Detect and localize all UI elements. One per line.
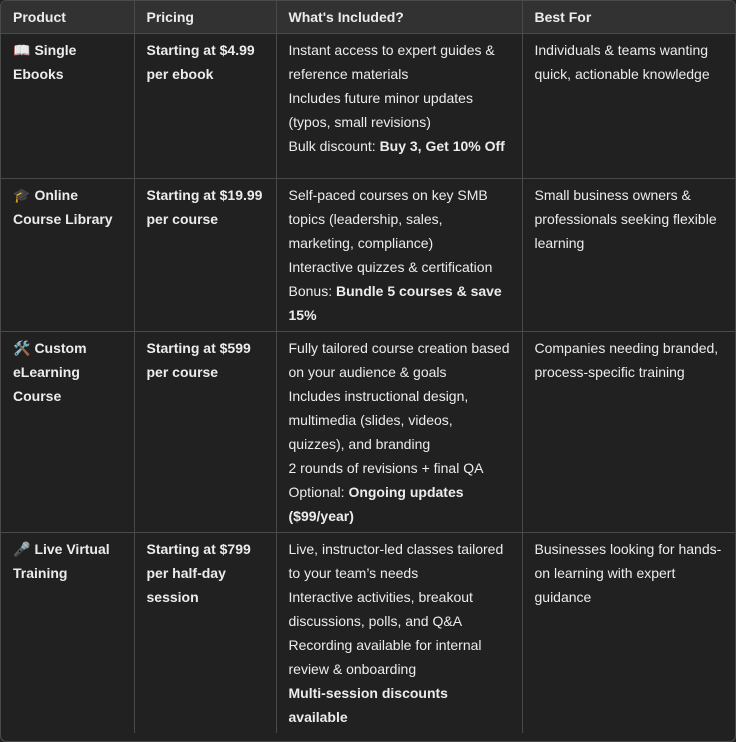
pricing-cell: Starting at $19.99 per course (134, 179, 276, 332)
included-cell (276, 179, 522, 332)
product-name: Live Virtual Training (13, 541, 110, 581)
pricing-table (1, 1, 736, 733)
included-line: Fully tailored course creation based on your audience & goals (288, 340, 510, 380)
included-line: Interactive quizzes & certification (288, 259, 493, 275)
header-pricing: Pricing (134, 1, 276, 34)
best-for-cell: Individuals & teams wanting quick, actionable knowledge (522, 34, 736, 179)
best-for-cell: Small business owners & professionals seeking flexible learning (522, 179, 736, 332)
header-row (1, 1, 736, 34)
included-line: Live, instructor-led classes tailored to your team’s needs (288, 541, 504, 581)
included-prefix: Bulk discount: (288, 138, 380, 154)
table-header (1, 1, 736, 34)
included-highlight: Bundle 5 courses & save 15% (288, 283, 502, 323)
included-line (289, 279, 510, 327)
included-cell (276, 332, 522, 533)
product-cell (1, 179, 134, 332)
product-name: Custom eLearning Course (13, 340, 87, 404)
product-cell (1, 332, 134, 533)
included-line: Includes future minor updates (typos, small revisions) (288, 90, 473, 130)
tools-icon: 🛠️ (13, 340, 31, 356)
included-line: Instant access to expert guides & reference materials (288, 42, 495, 82)
included-line (289, 134, 510, 158)
included-line (289, 480, 510, 528)
table-row (1, 533, 736, 734)
included-line: Interactive activities, breakout discussions, polls, and Q&A (288, 589, 473, 629)
header-best-for: Best For (522, 1, 736, 34)
open-book-icon: 📖 (13, 42, 31, 58)
included-cell (276, 533, 522, 734)
included-line: Includes instructional design, multimedia (slides, videos, quizzes), and branding (288, 388, 469, 452)
graduation-cap-icon: 🎓 (13, 187, 31, 203)
best-for-cell: Companies needing branded, process-specific training (522, 332, 736, 533)
included-highlight: Ongoing updates ($99/year) (288, 484, 464, 524)
included-line: Recording available for internal review & onboarding (288, 637, 482, 677)
included-highlight: Multi-session discounts available (288, 685, 448, 725)
table-body (1, 34, 736, 734)
included-prefix: Bonus: (288, 283, 336, 299)
product-cell (1, 34, 134, 179)
included-prefix: Optional: (288, 484, 349, 500)
microphone-icon: 🎤 (13, 541, 31, 557)
best-for-cell: Businesses looking for hands-on learning with expert guidance (534, 541, 722, 605)
product-name: Single Ebooks (13, 42, 77, 82)
pricing-cell: Starting at $799 per half-day session (134, 533, 276, 734)
included-line: 2 rounds of revisions + final QA (288, 460, 484, 476)
table-row (1, 179, 736, 332)
table-row (1, 332, 736, 533)
product-name: Online Course Library (13, 187, 113, 227)
header-product: Product (1, 1, 134, 34)
included-line: Self-paced courses on key SMB topics (leadership, sales, marketing, compliance) (288, 187, 488, 251)
included-cell (276, 34, 522, 179)
product-cell (1, 533, 134, 734)
header-whats-included: What's Included? (276, 1, 522, 34)
pricing-cell: Starting at $4.99 per ebook (134, 34, 276, 179)
table-row (1, 34, 736, 179)
pricing-cell: Starting at $599 per course (134, 332, 276, 533)
included-highlight: Buy 3, Get 10% Off (379, 138, 505, 154)
